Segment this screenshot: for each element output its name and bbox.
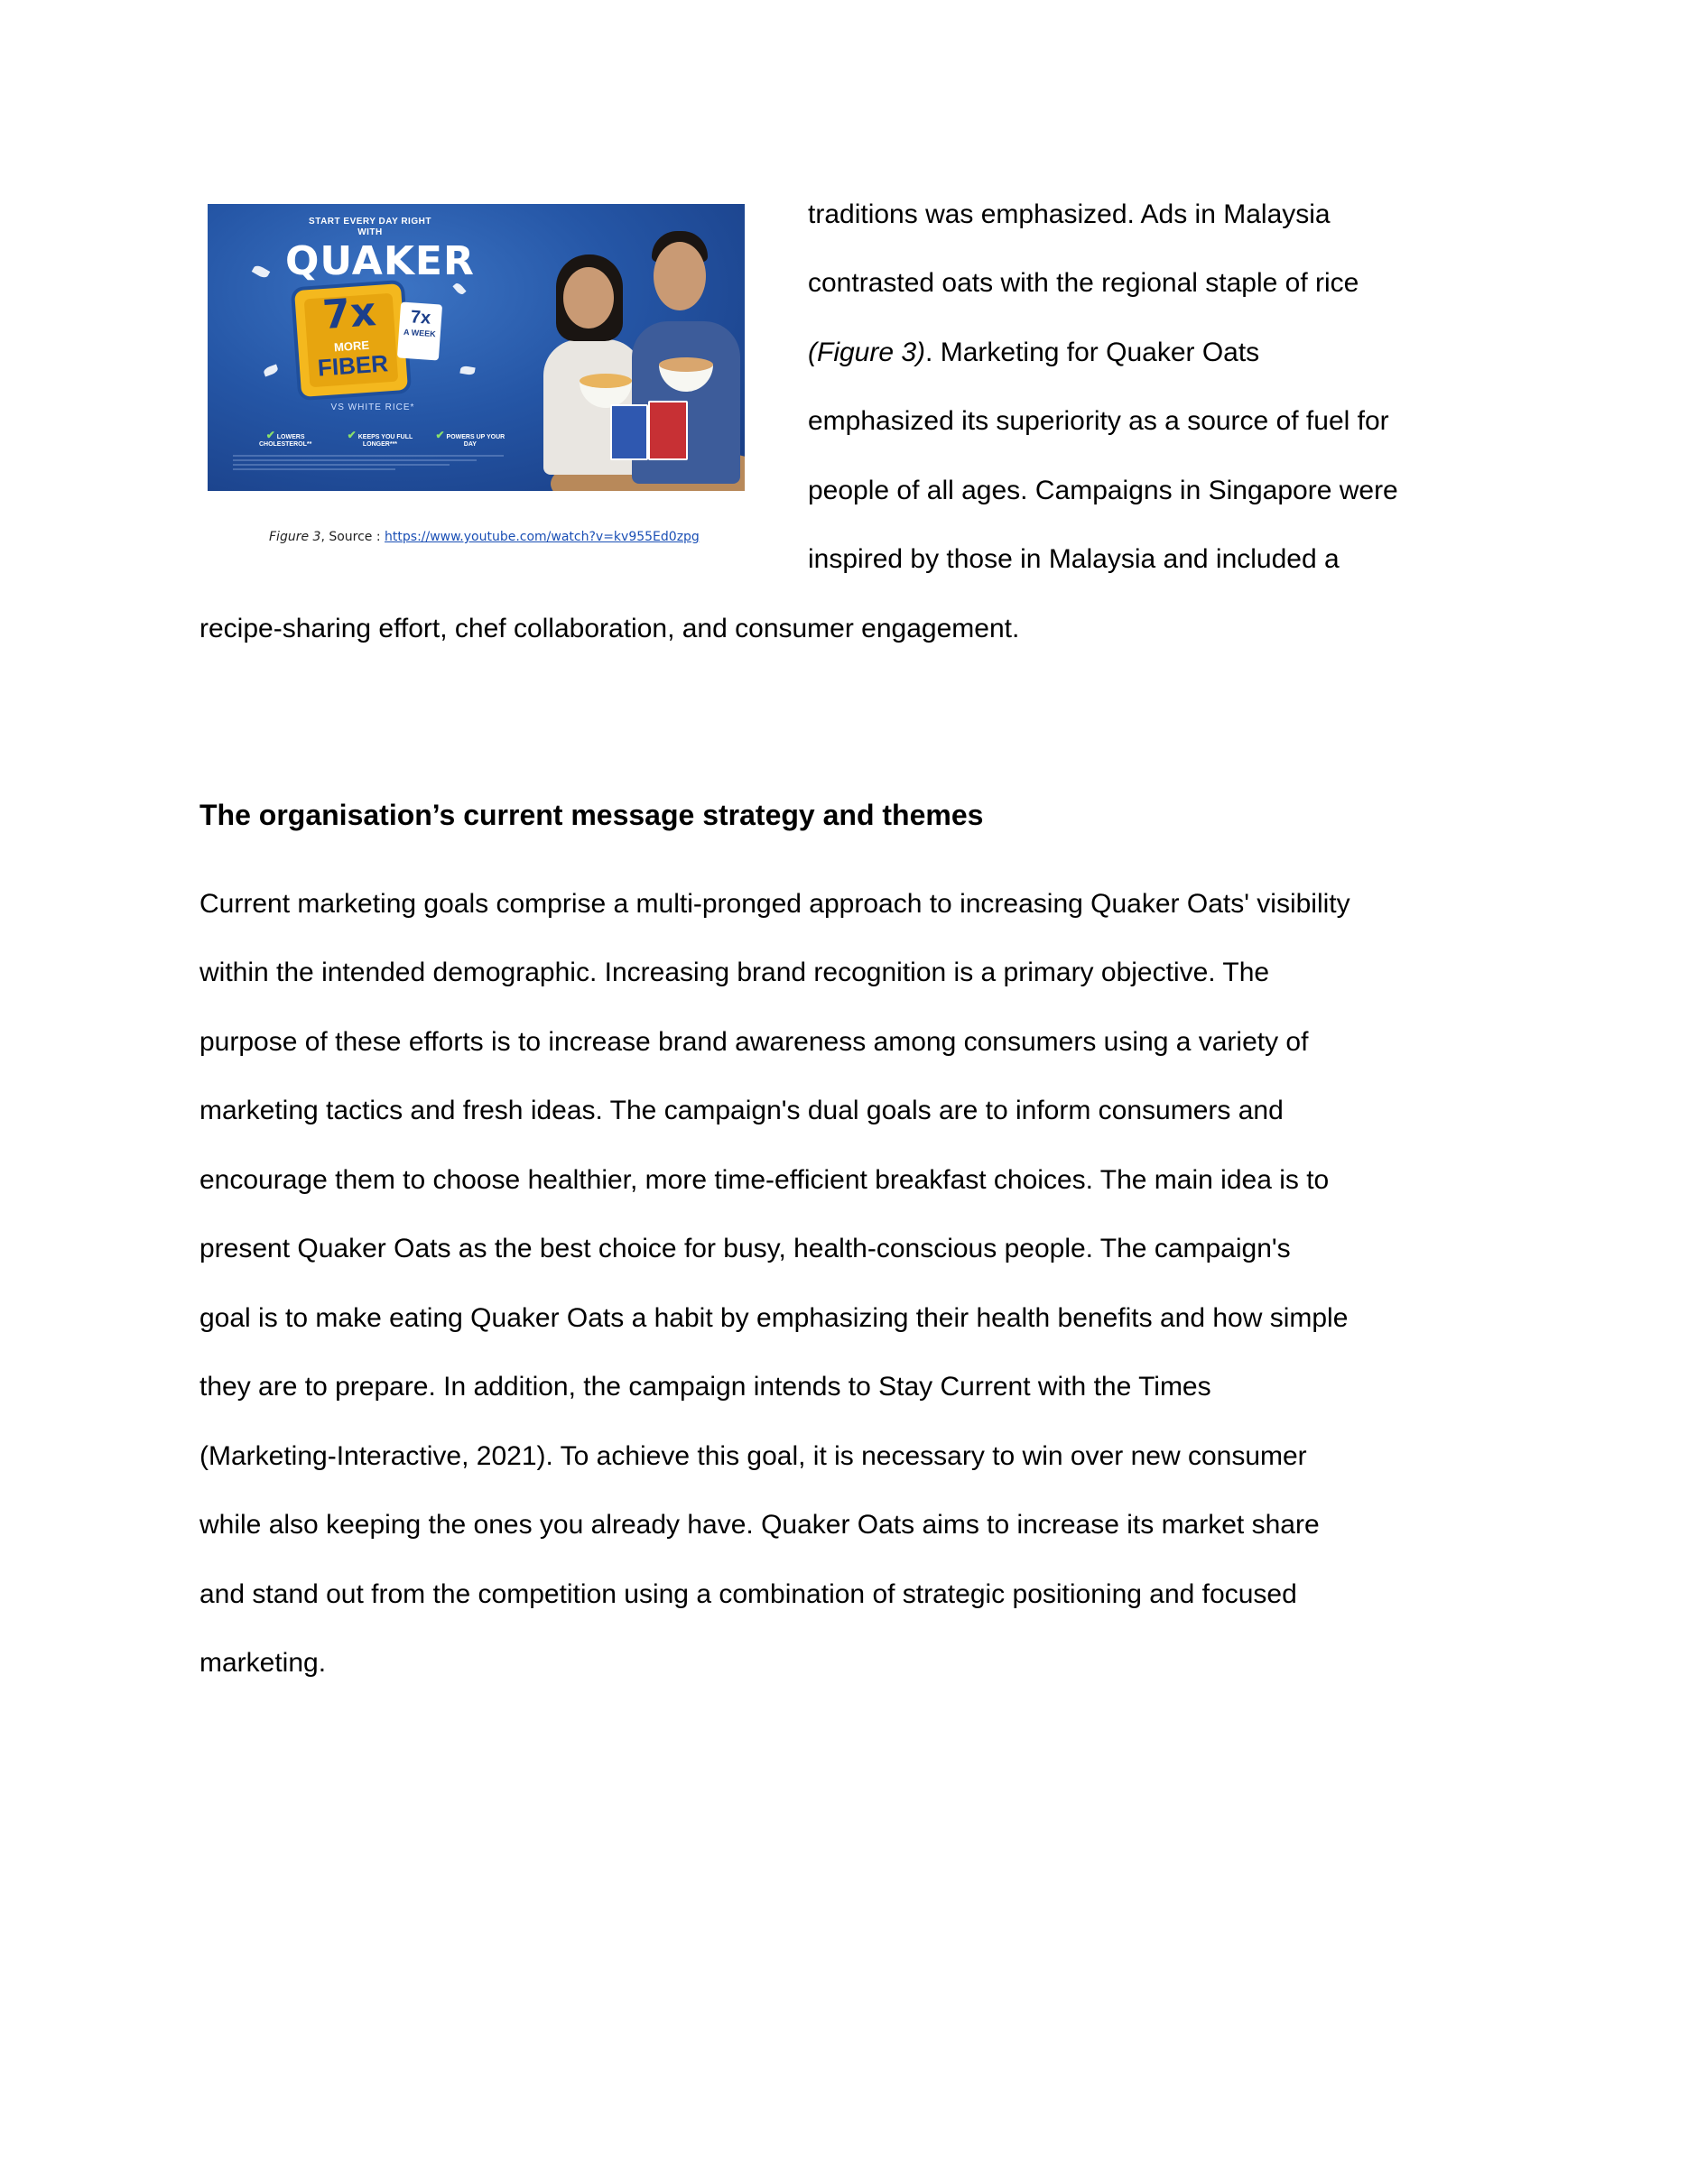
check-icon: ✔ bbox=[265, 429, 275, 441]
quaker-pack-blue bbox=[610, 404, 648, 460]
quaker-ad bbox=[208, 204, 745, 491]
caption-source-link[interactable]: https://www.youtube.com/watch?v=kv955Ed0zpg bbox=[385, 530, 700, 544]
section-heading: The organisation’s current message strategy and themes bbox=[199, 799, 984, 831]
quaker-pack-red bbox=[648, 401, 688, 460]
body-line: they are to prepare. In addition, the campaign intends to Stay Current with the Times bbox=[199, 1372, 1211, 1402]
badge-number: 7x bbox=[320, 289, 378, 339]
ad-benefit: ✔ LOWERS CHOLESTEROL** bbox=[258, 429, 312, 448]
side-text-line: traditions was emphasized. Ads in Malaysia bbox=[808, 199, 1331, 229]
badge-line-2: FIBER bbox=[317, 349, 389, 382]
body-line: purpose of these efforts is to increase brand awareness among consumers using a variety of bbox=[199, 1027, 1309, 1057]
continuation-line: recipe-sharing effort, chef collaboration, and consumer engagement. bbox=[199, 614, 1020, 643]
body-line: goal is to make eating Quaker Oats a habit by emphasizing their health benefits and how simple bbox=[199, 1303, 1349, 1333]
badge-line-1: MORE bbox=[333, 338, 370, 355]
ad-brand-logo: QUAKER bbox=[285, 238, 475, 284]
oat-flake-icon bbox=[263, 365, 279, 377]
ad-benefit: ✔ POWERS UP YOUR DAY bbox=[435, 429, 505, 448]
figure-3-image bbox=[208, 204, 745, 491]
oat-flake-icon bbox=[459, 366, 475, 376]
side-text-line: emphasized its superiority as a source of fuel for bbox=[808, 406, 1389, 436]
body-line: while also keeping the ones you already have. Quaker Oats aims to increase its market share bbox=[199, 1510, 1320, 1540]
caption-source-label: , Source : bbox=[320, 530, 385, 544]
side-text-line: (Figure 3). Marketing for Quaker Oats bbox=[808, 338, 1260, 367]
week-badge-number: 7x bbox=[410, 307, 431, 329]
side-text-line: inspired by those in Malaysia and included a bbox=[808, 544, 1340, 574]
check-icon: ✔ bbox=[435, 429, 445, 441]
caption-label: Figure 3 bbox=[269, 530, 321, 544]
body-line: (Marketing-Interactive, 2021). To achieve this goal, it is necessary to win over new consumer bbox=[199, 1441, 1307, 1471]
check-icon: ✔ bbox=[347, 429, 357, 441]
side-text-line: people of all ages. Campaigns in Singapore were bbox=[808, 476, 1398, 505]
body-line: present Quaker Oats as the best choice for busy, health-conscious people. The campaign's bbox=[199, 1234, 1291, 1263]
body-line: encourage them to choose healthier, more time-efficient breakfast choices. The main idea is to bbox=[199, 1165, 1330, 1195]
week-badge-text: A WEEK bbox=[403, 327, 436, 339]
side-text-line: contrasted oats with the regional staple of rice bbox=[808, 268, 1359, 298]
ad-fine-print bbox=[233, 455, 504, 470]
body-line: marketing. bbox=[199, 1648, 327, 1678]
ad-benefits bbox=[240, 431, 511, 449]
figure-caption bbox=[269, 530, 738, 544]
ad-comparison: VS WHITE RICE* bbox=[330, 403, 415, 412]
ad-headline: START EVERY DAY RIGHT WITH bbox=[309, 217, 431, 237]
body-line: Current marketing goals comprise a multi-pronged approach to increasing Quaker Oats' visibility bbox=[199, 889, 1350, 919]
fiber-badge bbox=[294, 283, 408, 397]
week-badge bbox=[397, 301, 442, 360]
body-line: within the intended demographic. Increasing brand recognition is a primary objective. The bbox=[199, 958, 1270, 987]
oat-flake-icon bbox=[252, 264, 271, 280]
body-line: marketing tactics and fresh ideas. The campaign's dual goals are to inform consumers and bbox=[199, 1096, 1284, 1125]
body-line: and stand out from the competition using a combination of strategic positioning and focused bbox=[199, 1579, 1297, 1609]
figure-reference: (Figure 3) bbox=[808, 338, 926, 367]
ad-benefit: ✔ KEEPS YOU FULL LONGER*** bbox=[347, 429, 413, 448]
